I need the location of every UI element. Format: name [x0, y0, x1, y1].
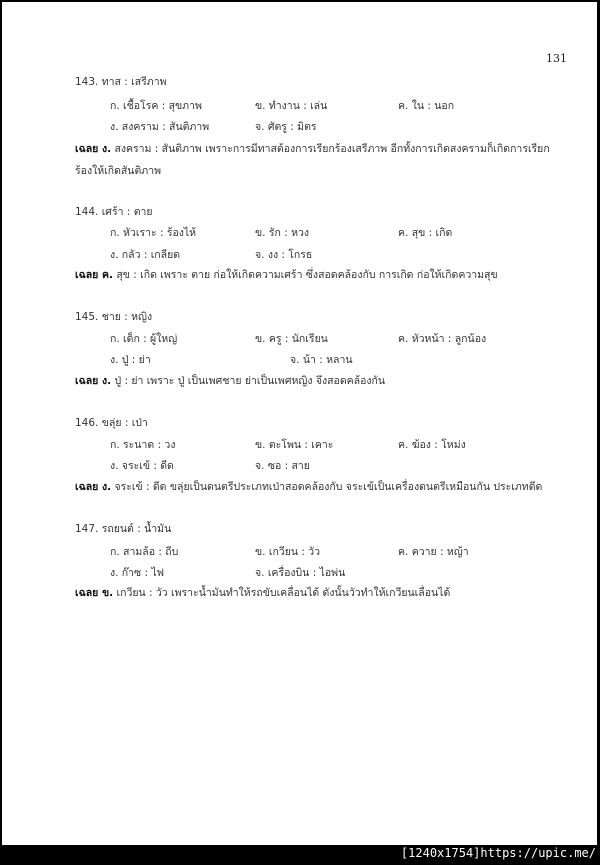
question-title: 144. เศร้า : ตาย — [75, 206, 153, 218]
option: ก. เด็ก : ผู้ใหญ่ — [110, 333, 178, 345]
answer-text: เกวียน : วัว เพราะน้ำมันทำให้รถขับเคลื่อนได้ ดังนั้นวัวทำให้เกวียนเลื่อนได้ — [113, 587, 451, 599]
answer-explanation — [75, 264, 555, 286]
answer-text: จระเข้ : ดีด ขลุ่ยเป็นดนตรีประเภทเป่าสอดคล้องกับ จระเข้เป็นเครื่องดนตรีเหมือนกัน ประเภทดีด — [111, 481, 543, 493]
question-title: 146. ขลุ่ย : เป่า — [75, 417, 148, 429]
answer-text: ปู่ : ย่า เพราะ ปู่ เป็นเพศชาย ย่าเป็นเพศหญิง จึงสอดคล้องกัน — [111, 375, 386, 387]
option: ค. หัวหน้า : ลูกน้อง — [398, 333, 487, 345]
option: ข. เกวียน : วัว — [255, 546, 321, 558]
question-title: 147. รถยนต์ : น้ำมัน — [75, 523, 172, 535]
answer-label: เฉลย ง. — [75, 375, 112, 387]
answer-label: เฉลย ง. — [75, 481, 112, 493]
option: ค. ฆ้อง : โหม่ง — [398, 439, 466, 451]
option: ค. สุข : เกิด — [398, 227, 453, 239]
option: ก. หัวเราะ : ร้องไห้ — [110, 227, 197, 239]
option: จ. งง : โกรธ — [255, 249, 313, 261]
option: ง. จระเข้ : ดีด — [110, 460, 174, 472]
question-title: 145. ชาย : หญิง — [75, 311, 153, 323]
option: ค. ควาย : หญ้า — [398, 546, 469, 558]
option: ง. กลัว : เกลียด — [110, 249, 181, 261]
option: จ. เครื่องบิน : ไอพ่น — [255, 567, 346, 579]
option: ก. เชื้อโรค : สุขภาพ — [110, 100, 202, 112]
answer-text: สุข : เกิด เพราะ ตาย ก่อให้เกิดความเศร้า ซึ่งสอดคล้องกับ การเกิด ก่อให้เกิดความสุข — [113, 269, 498, 281]
answer-label: เฉลย ค. — [75, 269, 113, 281]
option: ก. ระนาด : วง — [110, 439, 176, 451]
answer-label: เฉลย ง. — [75, 143, 112, 155]
answer-explanation — [75, 138, 555, 182]
question-title: 143. ทาส : เสรีภาพ — [75, 76, 167, 88]
option: ก. สามล้อ : ถีบ — [110, 546, 179, 558]
answer-text: สงคราม : สันติภาพ เพราะการมีทาสต้องการเรียกร้องเสรีภาพ อีกทั้งการเกิดสงครามก็เกิดการเรียกร้องให้เกิดสันติภาพ — [75, 143, 550, 177]
document-page — [2, 2, 597, 845]
option: ข. ตะโพน : เคาะ — [255, 439, 334, 451]
option: จ. ซอ : สาย — [255, 460, 310, 472]
option: ง. ปู่ : ย่า — [110, 354, 151, 366]
option: ข. ครู : นักเรียน — [255, 333, 328, 345]
answer-explanation — [75, 582, 555, 604]
option: จ. ศัตรู : มิตร — [255, 121, 317, 133]
option: ข. รัก : หวง — [255, 227, 310, 239]
option: จ. น้า : หลาน — [290, 354, 353, 366]
image-watermark: [1240x1754]https://upic.me/ — [400, 846, 596, 860]
option: ค. ใน : นอก — [398, 100, 455, 112]
option: ข. ทำงาน : เล่น — [255, 100, 328, 112]
answer-explanation — [75, 476, 555, 498]
answer-explanation — [75, 370, 555, 392]
answer-label: เฉลย ข. — [75, 587, 114, 599]
page-number: 131 — [546, 52, 567, 65]
option: ง. สงคราม : สันติภาพ — [110, 121, 210, 133]
option: ง. ก๊าซ : ไฟ — [110, 567, 165, 579]
